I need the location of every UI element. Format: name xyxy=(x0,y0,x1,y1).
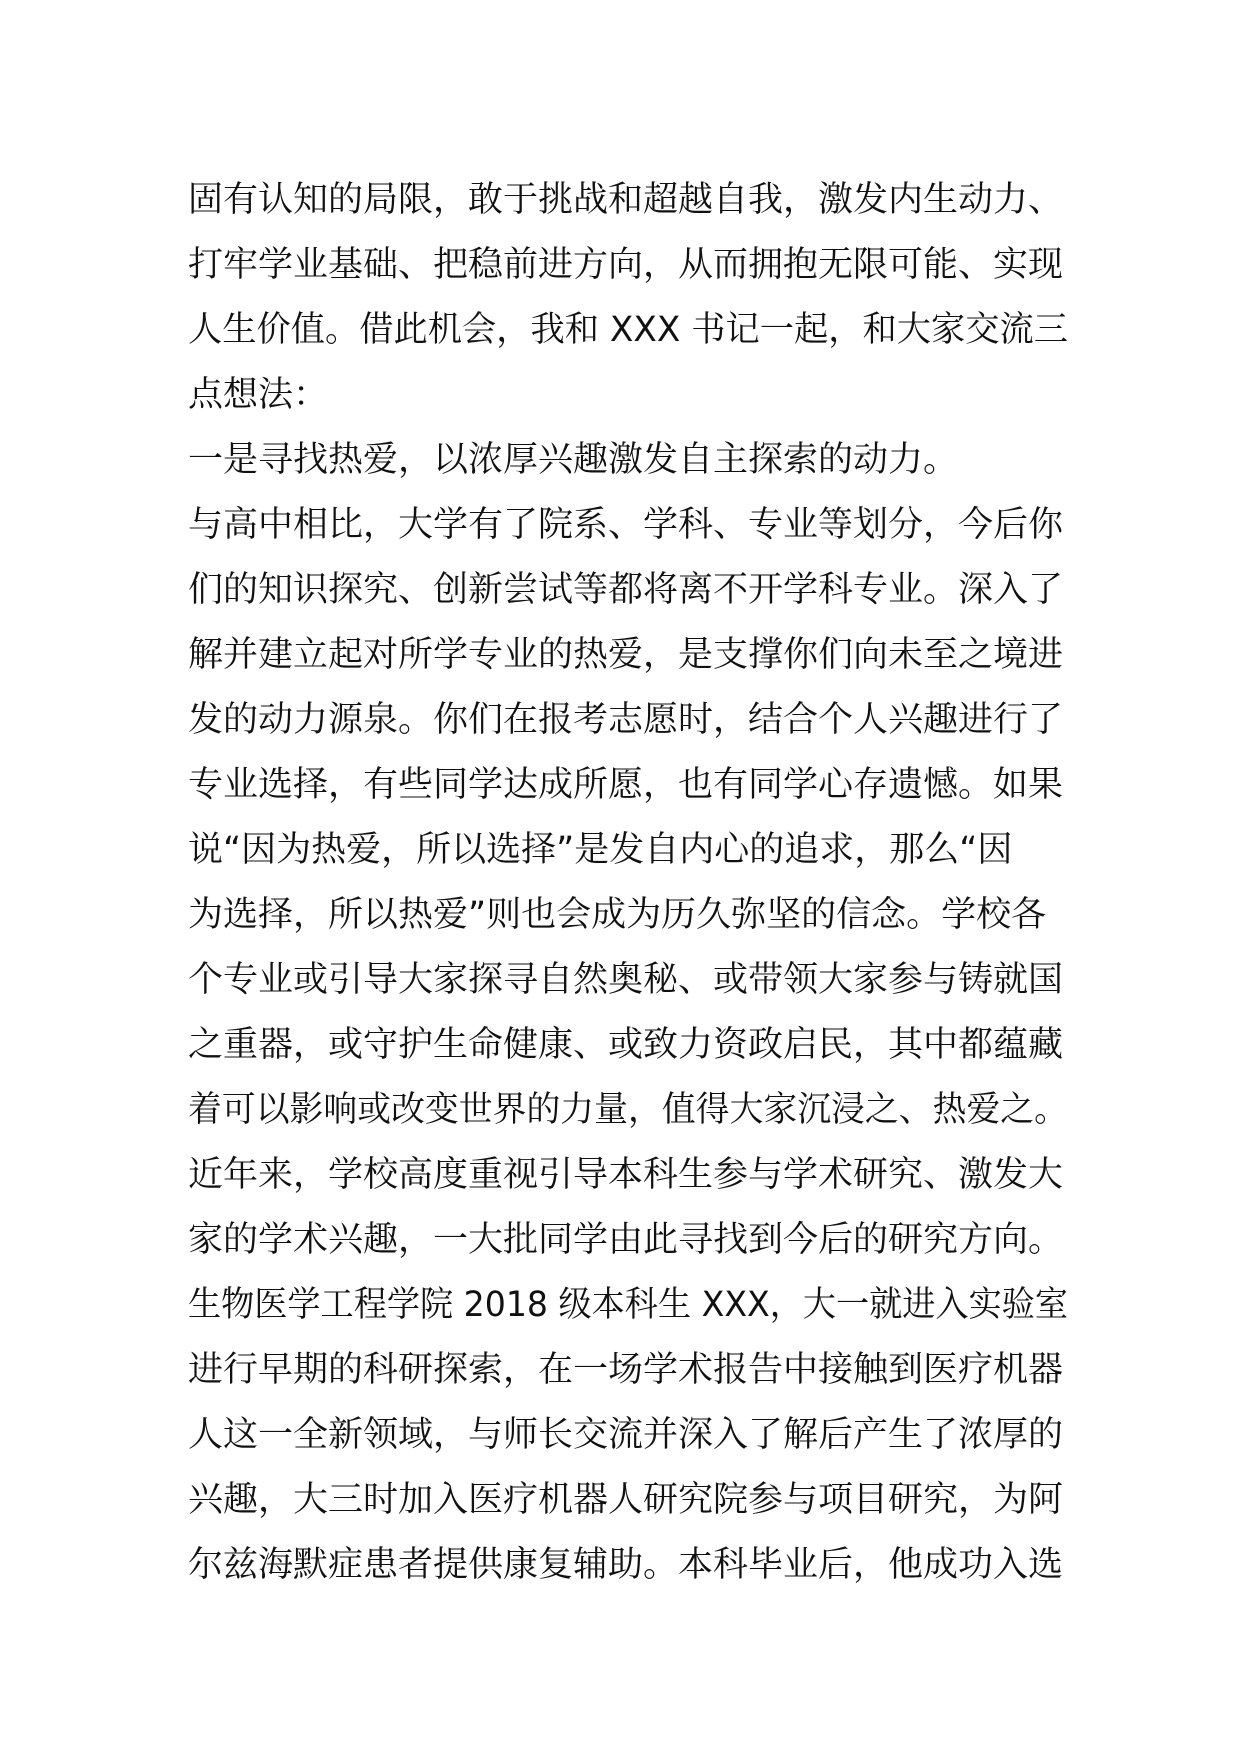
text-line: 着可以影响或改变世界的力量，值得大家沉浸之、热爱之。 xyxy=(188,1090,1068,1130)
text-line: 固有认知的局限，敢于挑战和超越自我，激发内生动力、 xyxy=(188,180,1064,220)
text-line: 打牢学业基础、把稳前进方向，从而拥抱无限可能、实现 xyxy=(188,245,1064,285)
text-line: 近年来，学校高度重视引导本科生参与学术研究、激发大 xyxy=(188,1155,1064,1195)
text-line: 点想法： xyxy=(188,375,329,415)
text-line: 与高中相比，大学有了院系、学科、专业等划分，今后你 xyxy=(188,505,1064,545)
text-line: 家的学术兴趣，一大批同学由此寻找到今后的研究方向。 xyxy=(188,1220,1064,1260)
text-line: 人这一全新领域，与师长交流并深入了解后产生了浓厚的 xyxy=(188,1415,1064,1455)
text-line: 们的知识探究、创新尝试等都将离不开学科专业。深入了 xyxy=(188,570,1064,610)
body-text xyxy=(188,168,1068,1598)
text-line: 之重器，或守护生命健康、或致力资政启民，其中都蕴藏 xyxy=(188,1025,1064,1065)
section-heading-line: 一是寻找热爱，以浓厚兴趣激发自主探索的动力。 xyxy=(188,440,959,480)
text-line: 发的动力源泉。你们在报考志愿时，结合个人兴趣进行了 xyxy=(188,700,1064,740)
text-line: 为选择，所以热爱”则也会成为历久弥坚的信念。学校各 xyxy=(188,895,1047,935)
text-line: 尔兹海默症患者提供康复辅助。本科毕业后，他成功入选 xyxy=(188,1545,1064,1585)
text-line: 人生价值。借此机会，我和 XXX 书记一起，和大家交流三 xyxy=(188,310,1068,350)
text-line: 进行早期的科研探索，在一场学术报告中接触到医疗机器 xyxy=(188,1350,1064,1390)
text-line: 生物医学工程学院 2018 级本科生 XXX，大一就进入实验室 xyxy=(188,1285,1068,1325)
text-line: 兴趣，大三时加入医疗机器人研究院参与项目研究，为阿 xyxy=(188,1480,1064,1520)
text-line: 专业选择，有些同学达成所愿，也有同学心存遗憾。如果 xyxy=(188,765,1064,805)
text-line: 说“因为热爱，所以选择”是发自内心的追求，那么“因 xyxy=(188,830,1013,870)
text-line: 个专业或引导大家探寻自然奥秘、或带领大家参与铸就国 xyxy=(188,960,1064,1000)
text-line: 解并建立起对所学专业的热爱，是支撑你们向未至之境进 xyxy=(188,635,1064,675)
